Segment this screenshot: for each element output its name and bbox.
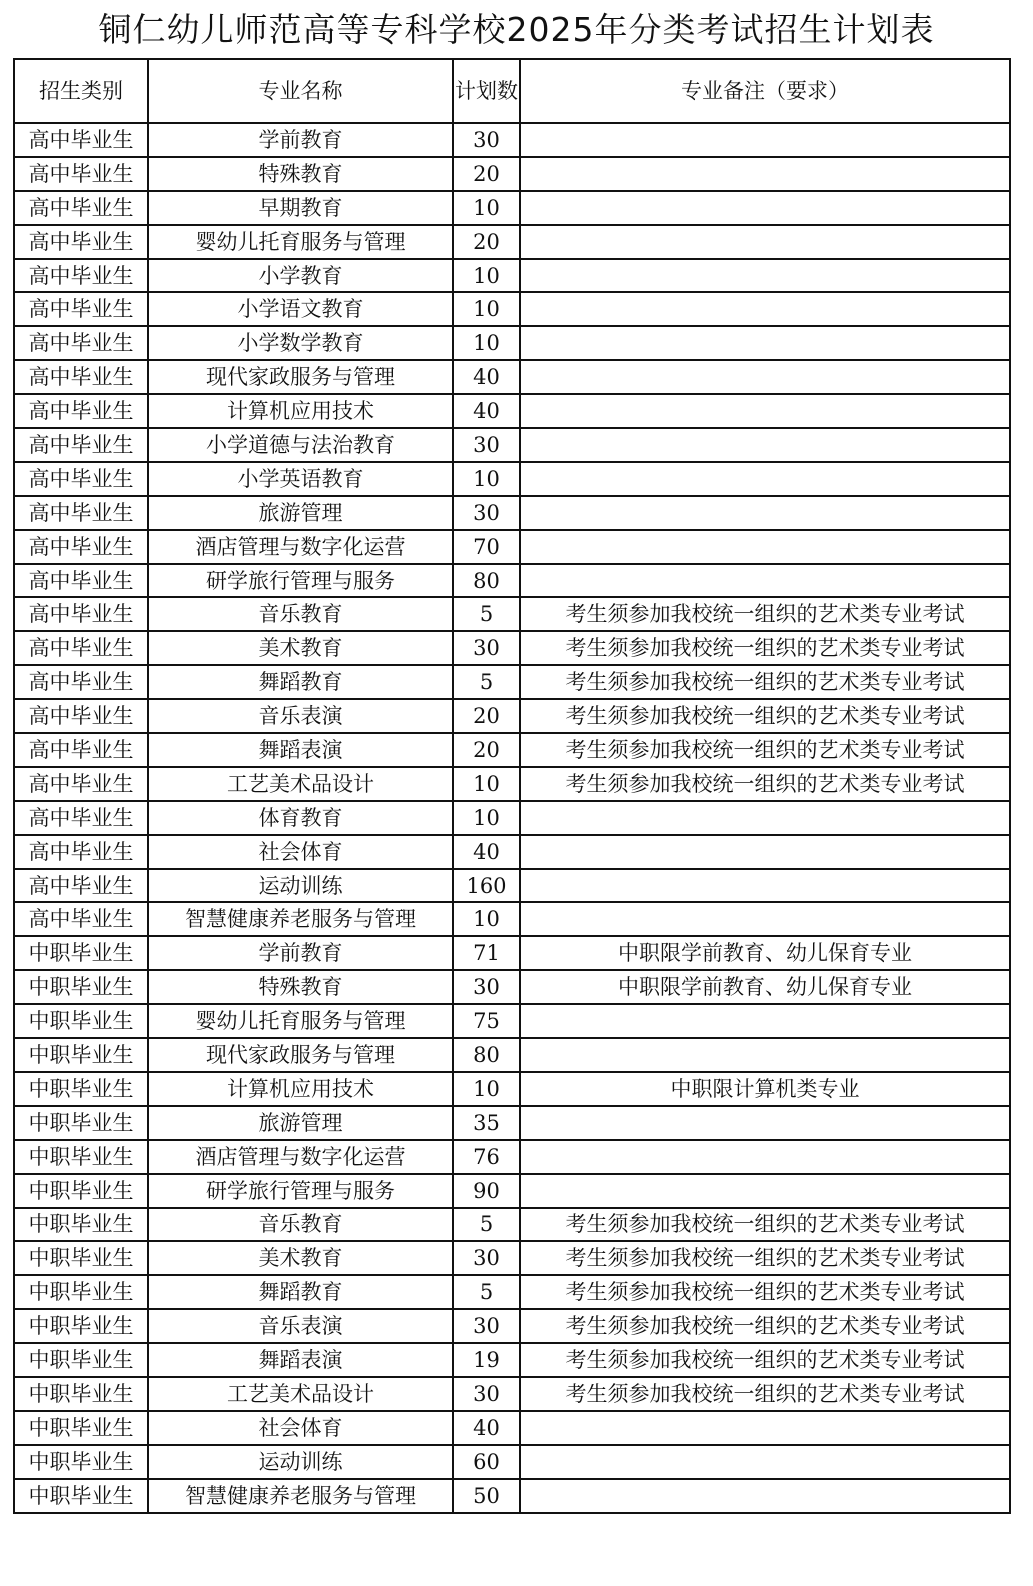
cell-category: 高中毕业生 [14,835,148,869]
cell-count: 40 [453,360,520,394]
cell-category: 中职毕业生 [14,1377,148,1411]
cell-major: 运动训练 [148,1445,453,1479]
table-row [14,428,1010,462]
cell-note: 考生须参加我校统一组织的艺术类专业考试 [520,1208,1010,1242]
cell-major: 学前教育 [148,936,453,970]
cell-count: 30 [453,631,520,665]
cell-note [520,360,1010,394]
cell-count: 5 [453,1208,520,1242]
table-row [14,157,1010,191]
cell-category: 高中毕业生 [14,631,148,665]
cell-count: 10 [453,767,520,801]
table-row [14,360,1010,394]
cell-count: 10 [453,326,520,360]
cell-note: 考生须参加我校统一组织的艺术类专业考试 [520,1309,1010,1343]
table-row [14,597,1010,631]
cell-count: 40 [453,394,520,428]
table-row [14,665,1010,699]
table-row [14,902,1010,936]
cell-category: 中职毕业生 [14,1241,148,1275]
cell-note [520,1140,1010,1174]
cell-major: 小学道德与法治教育 [148,428,453,462]
cell-major: 社会体育 [148,835,453,869]
cell-category: 中职毕业生 [14,1038,148,1072]
cell-count: 70 [453,530,520,564]
cell-count: 10 [453,292,520,326]
cell-note [520,496,1010,530]
cell-category: 中职毕业生 [14,1275,148,1309]
header-major: 专业名称 [148,59,453,123]
cell-note [520,530,1010,564]
cell-category: 中职毕业生 [14,936,148,970]
cell-category: 中职毕业生 [14,1445,148,1479]
cell-count: 10 [453,462,520,496]
table-row [14,496,1010,530]
cell-category: 中职毕业生 [14,1479,148,1513]
cell-category: 中职毕业生 [14,1004,148,1038]
cell-note [520,1038,1010,1072]
cell-category: 高中毕业生 [14,699,148,733]
cell-count: 10 [453,801,520,835]
table-row [14,1106,1010,1140]
table-row [14,733,1010,767]
cell-note [520,157,1010,191]
table-row [14,530,1010,564]
cell-major: 舞蹈教育 [148,1275,453,1309]
cell-category: 中职毕业生 [14,1072,148,1106]
cell-note [520,123,1010,157]
cell-category: 高中毕业生 [14,869,148,903]
cell-major: 现代家政服务与管理 [148,360,453,394]
table-row [14,1377,1010,1411]
cell-count: 5 [453,1275,520,1309]
page-title: 铜仁幼儿师范高等专科学校2025年分类考试招生计划表 [98,10,935,49]
cell-major: 旅游管理 [148,1106,453,1140]
cell-category: 中职毕业生 [14,1208,148,1242]
cell-category: 高中毕业生 [14,733,148,767]
table-row [14,1038,1010,1072]
cell-note [520,259,1010,293]
cell-major: 美术教育 [148,631,453,665]
cell-major: 酒店管理与数字化运营 [148,1140,453,1174]
cell-category: 高中毕业生 [14,597,148,631]
cell-count: 160 [453,869,520,903]
cell-major: 小学英语教育 [148,462,453,496]
cell-major: 现代家政服务与管理 [148,1038,453,1072]
cell-major: 学前教育 [148,123,453,157]
cell-major: 体育教育 [148,801,453,835]
cell-note: 考生须参加我校统一组织的艺术类专业考试 [520,1241,1010,1275]
cell-count: 80 [453,564,520,598]
cell-category: 高中毕业生 [14,394,148,428]
cell-major: 研学旅行管理与服务 [148,564,453,598]
cell-count: 20 [453,225,520,259]
cell-major: 特殊教育 [148,157,453,191]
table-row [14,835,1010,869]
cell-major: 早期教育 [148,191,453,225]
cell-note: 考生须参加我校统一组织的艺术类专业考试 [520,1275,1010,1309]
cell-note: 中职限学前教育、幼儿保育专业 [520,970,1010,1004]
cell-note [520,801,1010,835]
cell-category: 高中毕业生 [14,902,148,936]
cell-major: 研学旅行管理与服务 [148,1174,453,1208]
cell-category: 高中毕业生 [14,530,148,564]
header-count: 计划数 [453,59,520,123]
cell-count: 90 [453,1174,520,1208]
table-row [14,394,1010,428]
cell-count: 30 [453,428,520,462]
cell-note [520,428,1010,462]
cell-count: 20 [453,699,520,733]
cell-note [520,1411,1010,1445]
table-row [14,564,1010,598]
table-row [14,1140,1010,1174]
cell-count: 20 [453,157,520,191]
cell-count: 40 [453,835,520,869]
cell-note [520,1174,1010,1208]
table-row [14,631,1010,665]
cell-major: 特殊教育 [148,970,453,1004]
table-row [14,1309,1010,1343]
cell-major: 酒店管理与数字化运营 [148,530,453,564]
cell-category: 中职毕业生 [14,1140,148,1174]
cell-major: 音乐表演 [148,1309,453,1343]
cell-count: 76 [453,1140,520,1174]
cell-category: 高中毕业生 [14,157,148,191]
table-row [14,1241,1010,1275]
cell-major: 舞蹈教育 [148,665,453,699]
cell-note: 中职限学前教育、幼儿保育专业 [520,936,1010,970]
cell-count: 10 [453,1072,520,1106]
cell-category: 高中毕业生 [14,292,148,326]
table-header-row [14,59,1010,123]
table-row [14,1479,1010,1513]
cell-major: 旅游管理 [148,496,453,530]
cell-category: 高中毕业生 [14,462,148,496]
table-row [14,767,1010,801]
cell-category: 高中毕业生 [14,191,148,225]
cell-count: 75 [453,1004,520,1038]
cell-major: 音乐教育 [148,1208,453,1242]
cell-note [520,1445,1010,1479]
cell-note [520,225,1010,259]
cell-major: 工艺美术品设计 [148,1377,453,1411]
cell-count: 30 [453,970,520,1004]
cell-category: 中职毕业生 [14,1343,148,1377]
cell-count: 5 [453,597,520,631]
cell-category: 高中毕业生 [14,259,148,293]
cell-note: 中职限计算机类专业 [520,1072,1010,1106]
cell-category: 高中毕业生 [14,225,148,259]
cell-major: 社会体育 [148,1411,453,1445]
cell-major: 小学语文教育 [148,292,453,326]
cell-note: 考生须参加我校统一组织的艺术类专业考试 [520,733,1010,767]
cell-major: 舞蹈表演 [148,1343,453,1377]
cell-major: 工艺美术品设计 [148,767,453,801]
cell-count: 30 [453,496,520,530]
cell-note: 考生须参加我校统一组织的艺术类专业考试 [520,631,1010,665]
cell-count: 10 [453,191,520,225]
cell-note: 考生须参加我校统一组织的艺术类专业考试 [520,1377,1010,1411]
cell-major: 小学数学教育 [148,326,453,360]
cell-note: 考生须参加我校统一组织的艺术类专业考试 [520,767,1010,801]
table-row [14,1208,1010,1242]
header-note: 专业备注（要求） [520,59,1010,123]
cell-major: 舞蹈表演 [148,733,453,767]
cell-note [520,902,1010,936]
enrollment-plan-table [13,58,1011,1514]
cell-major: 音乐教育 [148,597,453,631]
cell-major: 小学教育 [148,259,453,293]
table-row [14,1445,1010,1479]
cell-category: 高中毕业生 [14,564,148,598]
cell-category: 高中毕业生 [14,360,148,394]
cell-major: 美术教育 [148,1241,453,1275]
cell-major: 音乐表演 [148,699,453,733]
cell-category: 中职毕业生 [14,1174,148,1208]
cell-category: 高中毕业生 [14,123,148,157]
cell-count: 30 [453,1377,520,1411]
table-row [14,1004,1010,1038]
cell-major: 智慧健康养老服务与管理 [148,1479,453,1513]
cell-category: 中职毕业生 [14,970,148,1004]
table-row [14,259,1010,293]
cell-note [520,1004,1010,1038]
header-category: 招生类别 [14,59,148,123]
cell-count: 20 [453,733,520,767]
cell-note: 考生须参加我校统一组织的艺术类专业考试 [520,1343,1010,1377]
table-row [14,699,1010,733]
table-row [14,801,1010,835]
cell-count: 71 [453,936,520,970]
cell-count: 80 [453,1038,520,1072]
cell-note: 考生须参加我校统一组织的艺术类专业考试 [520,597,1010,631]
cell-note [520,394,1010,428]
table-body [14,123,1010,1513]
table-row [14,1411,1010,1445]
cell-count: 30 [453,1241,520,1275]
table-row [14,936,1010,970]
cell-category: 中职毕业生 [14,1309,148,1343]
cell-note [520,564,1010,598]
cell-major: 计算机应用技术 [148,1072,453,1106]
cell-category: 高中毕业生 [14,496,148,530]
cell-note [520,1106,1010,1140]
cell-count: 35 [453,1106,520,1140]
cell-category: 高中毕业生 [14,326,148,360]
table-row [14,292,1010,326]
cell-note: 考生须参加我校统一组织的艺术类专业考试 [520,699,1010,733]
cell-major: 计算机应用技术 [148,394,453,428]
cell-count: 19 [453,1343,520,1377]
table-row [14,123,1010,157]
cell-category: 高中毕业生 [14,428,148,462]
cell-note [520,462,1010,496]
table-row [14,225,1010,259]
table-row [14,869,1010,903]
cell-major: 智慧健康养老服务与管理 [148,902,453,936]
cell-count: 5 [453,665,520,699]
cell-category: 中职毕业生 [14,1106,148,1140]
cell-category: 中职毕业生 [14,1411,148,1445]
cell-note [520,292,1010,326]
cell-major: 婴幼儿托育服务与管理 [148,1004,453,1038]
cell-count: 30 [453,1309,520,1343]
table-row [14,1343,1010,1377]
cell-category: 高中毕业生 [14,767,148,801]
cell-note [520,326,1010,360]
cell-note [520,1479,1010,1513]
cell-note [520,191,1010,225]
table-row [14,326,1010,360]
cell-category: 高中毕业生 [14,801,148,835]
cell-note [520,869,1010,903]
table-row [14,1072,1010,1106]
cell-note [520,835,1010,869]
cell-count: 40 [453,1411,520,1445]
cell-count: 50 [453,1479,520,1513]
cell-count: 60 [453,1445,520,1479]
table-row [14,970,1010,1004]
table-row [14,462,1010,496]
table-row [14,191,1010,225]
cell-count: 10 [453,259,520,293]
cell-note: 考生须参加我校统一组织的艺术类专业考试 [520,665,1010,699]
cell-count: 30 [453,123,520,157]
cell-major: 婴幼儿托育服务与管理 [148,225,453,259]
table-row [14,1174,1010,1208]
cell-major: 运动训练 [148,869,453,903]
cell-category: 高中毕业生 [14,665,148,699]
cell-count: 10 [453,902,520,936]
table-row [14,1275,1010,1309]
